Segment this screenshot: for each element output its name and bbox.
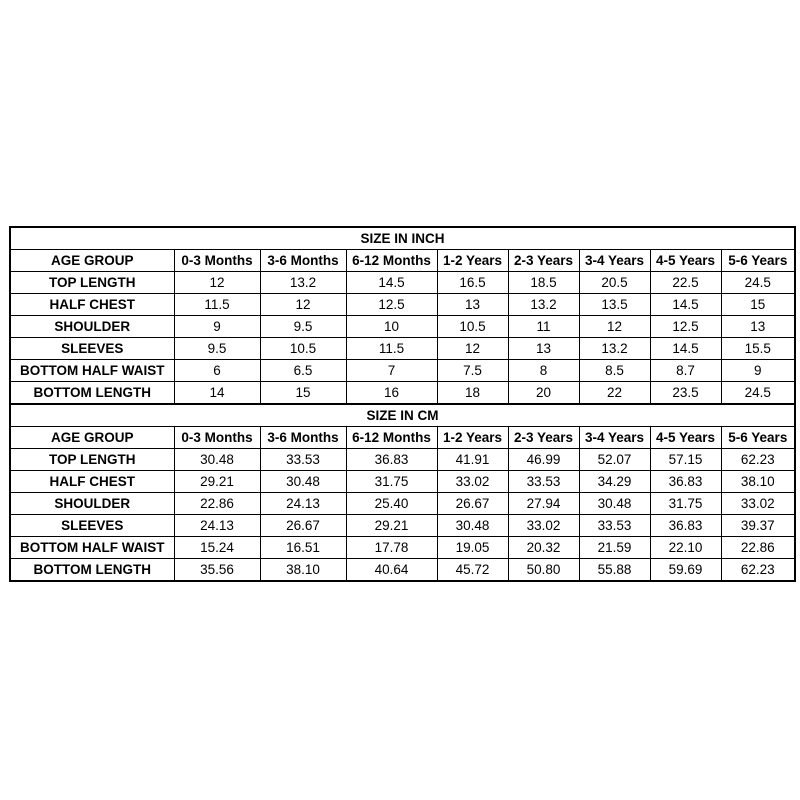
size-chart: [9, 226, 794, 582]
measurement-value: 29.21: [346, 515, 437, 537]
table-row: [10, 360, 795, 382]
measurement-label: SHOULDER: [10, 493, 174, 515]
measurement-value: 14.5: [650, 338, 721, 360]
measurement-value: 26.67: [260, 515, 346, 537]
measurement-value: 10: [346, 316, 437, 338]
measurement-label: BOTTOM LENGTH: [10, 382, 174, 405]
measurement-value: 18.5: [508, 272, 579, 294]
measurement-value: 7: [346, 360, 437, 382]
measurement-value: 57.15: [650, 449, 721, 471]
measurement-value: 35.56: [174, 559, 260, 582]
measurement-value: 9: [174, 316, 260, 338]
measurement-value: 33.53: [579, 515, 650, 537]
measurement-value: 22.5: [650, 272, 721, 294]
measurement-value: 9: [721, 360, 795, 382]
measurement-value: 31.75: [650, 493, 721, 515]
size-chart-table: [9, 226, 796, 582]
age-group-header: 0-3 Months: [174, 250, 260, 272]
measurement-value: 8.5: [579, 360, 650, 382]
measurement-value: 55.88: [579, 559, 650, 582]
table-row: [10, 537, 795, 559]
age-group-header-row: [10, 427, 795, 449]
measurement-label: TOP LENGTH: [10, 449, 174, 471]
measurement-value: 13.5: [579, 294, 650, 316]
measurement-value: 9.5: [260, 316, 346, 338]
measurement-value: 14: [174, 382, 260, 405]
age-group-header: 0-3 Months: [174, 427, 260, 449]
measurement-value: 33.53: [508, 471, 579, 493]
measurement-value: 22.10: [650, 537, 721, 559]
table-row: [10, 272, 795, 294]
measurement-value: 23.5: [650, 382, 721, 405]
age-group-header-row: [10, 250, 795, 272]
table-row: [10, 515, 795, 537]
measurement-value: 38.10: [721, 471, 795, 493]
measurement-value: 27.94: [508, 493, 579, 515]
measurement-value: 16.5: [437, 272, 508, 294]
measurement-value: 9.5: [174, 338, 260, 360]
measurement-value: 20: [508, 382, 579, 405]
measurement-label: SLEEVES: [10, 515, 174, 537]
age-group-header: 3-6 Months: [260, 427, 346, 449]
table-row: [10, 382, 795, 405]
age-group-label: AGE GROUP: [10, 427, 174, 449]
measurement-value: 13: [437, 294, 508, 316]
measurement-value: 19.05: [437, 537, 508, 559]
measurement-value: 12: [260, 294, 346, 316]
measurement-value: 12: [437, 338, 508, 360]
measurement-value: 38.10: [260, 559, 346, 582]
measurement-value: 12: [579, 316, 650, 338]
measurement-value: 6.5: [260, 360, 346, 382]
measurement-value: 50.80: [508, 559, 579, 582]
measurement-value: 20.5: [579, 272, 650, 294]
measurement-value: 8.7: [650, 360, 721, 382]
measurement-value: 10.5: [437, 316, 508, 338]
measurement-value: 11.5: [346, 338, 437, 360]
section-title-row: [10, 227, 795, 250]
measurement-value: 39.37: [721, 515, 795, 537]
measurement-value: 33.02: [508, 515, 579, 537]
measurement-value: 6: [174, 360, 260, 382]
measurement-value: 15.5: [721, 338, 795, 360]
table-row: [10, 471, 795, 493]
age-group-header: 1-2 Years: [437, 250, 508, 272]
age-group-header: 2-3 Years: [508, 427, 579, 449]
measurement-value: 33.02: [721, 493, 795, 515]
measurement-value: 18: [437, 382, 508, 405]
measurement-value: 16: [346, 382, 437, 405]
measurement-value: 15: [721, 294, 795, 316]
section-title-row: [10, 404, 795, 427]
measurement-value: 13.2: [260, 272, 346, 294]
measurement-value: 15.24: [174, 537, 260, 559]
measurement-value: 59.69: [650, 559, 721, 582]
measurement-value: 14.5: [346, 272, 437, 294]
measurement-value: 25.40: [346, 493, 437, 515]
measurement-value: 12: [174, 272, 260, 294]
measurement-value: 12.5: [650, 316, 721, 338]
measurement-value: 34.29: [579, 471, 650, 493]
table-row: [10, 449, 795, 471]
age-group-header: 3-4 Years: [579, 250, 650, 272]
measurement-value: 30.48: [579, 493, 650, 515]
measurement-value: 22: [579, 382, 650, 405]
measurement-value: 22.86: [174, 493, 260, 515]
measurement-value: 17.78: [346, 537, 437, 559]
measurement-label: BOTTOM HALF WAIST: [10, 360, 174, 382]
table-row: [10, 338, 795, 360]
measurement-label: HALF CHEST: [10, 471, 174, 493]
measurement-value: 21.59: [579, 537, 650, 559]
age-group-header: 4-5 Years: [650, 250, 721, 272]
measurement-value: 45.72: [437, 559, 508, 582]
age-group-header: 1-2 Years: [437, 427, 508, 449]
measurement-value: 30.48: [260, 471, 346, 493]
age-group-header: 6-12 Months: [346, 250, 437, 272]
measurement-value: 24.13: [174, 515, 260, 537]
measurement-value: 36.83: [650, 515, 721, 537]
measurement-value: 36.83: [346, 449, 437, 471]
age-group-header: 4-5 Years: [650, 427, 721, 449]
measurement-value: 10.5: [260, 338, 346, 360]
measurement-value: 29.21: [174, 471, 260, 493]
measurement-value: 62.23: [721, 559, 795, 582]
measurement-value: 52.07: [579, 449, 650, 471]
measurement-value: 11.5: [174, 294, 260, 316]
age-group-header: 3-4 Years: [579, 427, 650, 449]
measurement-value: 13.2: [508, 294, 579, 316]
measurement-value: 15: [260, 382, 346, 405]
measurement-value: 7.5: [437, 360, 508, 382]
measurement-label: SLEEVES: [10, 338, 174, 360]
measurement-value: 24.13: [260, 493, 346, 515]
measurement-value: 24.5: [721, 382, 795, 405]
age-group-header: 6-12 Months: [346, 427, 437, 449]
measurement-value: 26.67: [437, 493, 508, 515]
measurement-value: 13.2: [579, 338, 650, 360]
measurement-label: BOTTOM LENGTH: [10, 559, 174, 582]
measurement-value: 36.83: [650, 471, 721, 493]
table-row: [10, 559, 795, 582]
age-group-header: 5-6 Years: [721, 427, 795, 449]
measurement-value: 13: [721, 316, 795, 338]
measurement-value: 33.53: [260, 449, 346, 471]
age-group-header: 2-3 Years: [508, 250, 579, 272]
age-group-header: 5-6 Years: [721, 250, 795, 272]
measurement-value: 11: [508, 316, 579, 338]
table-row: [10, 493, 795, 515]
measurement-value: 40.64: [346, 559, 437, 582]
measurement-value: 16.51: [260, 537, 346, 559]
measurement-label: SHOULDER: [10, 316, 174, 338]
measurement-value: 30.48: [174, 449, 260, 471]
table-row: [10, 316, 795, 338]
measurement-value: 62.23: [721, 449, 795, 471]
measurement-value: 33.02: [437, 471, 508, 493]
table-row: [10, 294, 795, 316]
measurement-value: 13: [508, 338, 579, 360]
measurement-value: 20.32: [508, 537, 579, 559]
measurement-value: 12.5: [346, 294, 437, 316]
measurement-value: 46.99: [508, 449, 579, 471]
measurement-label: TOP LENGTH: [10, 272, 174, 294]
measurement-value: 41.91: [437, 449, 508, 471]
age-group-label: AGE GROUP: [10, 250, 174, 272]
measurement-value: 31.75: [346, 471, 437, 493]
section-title: SIZE IN CM: [10, 404, 795, 427]
measurement-label: BOTTOM HALF WAIST: [10, 537, 174, 559]
measurement-value: 22.86: [721, 537, 795, 559]
measurement-value: 30.48: [437, 515, 508, 537]
measurement-value: 24.5: [721, 272, 795, 294]
age-group-header: 3-6 Months: [260, 250, 346, 272]
section-title: SIZE IN INCH: [10, 227, 795, 250]
measurement-label: HALF CHEST: [10, 294, 174, 316]
measurement-value: 8: [508, 360, 579, 382]
measurement-value: 14.5: [650, 294, 721, 316]
